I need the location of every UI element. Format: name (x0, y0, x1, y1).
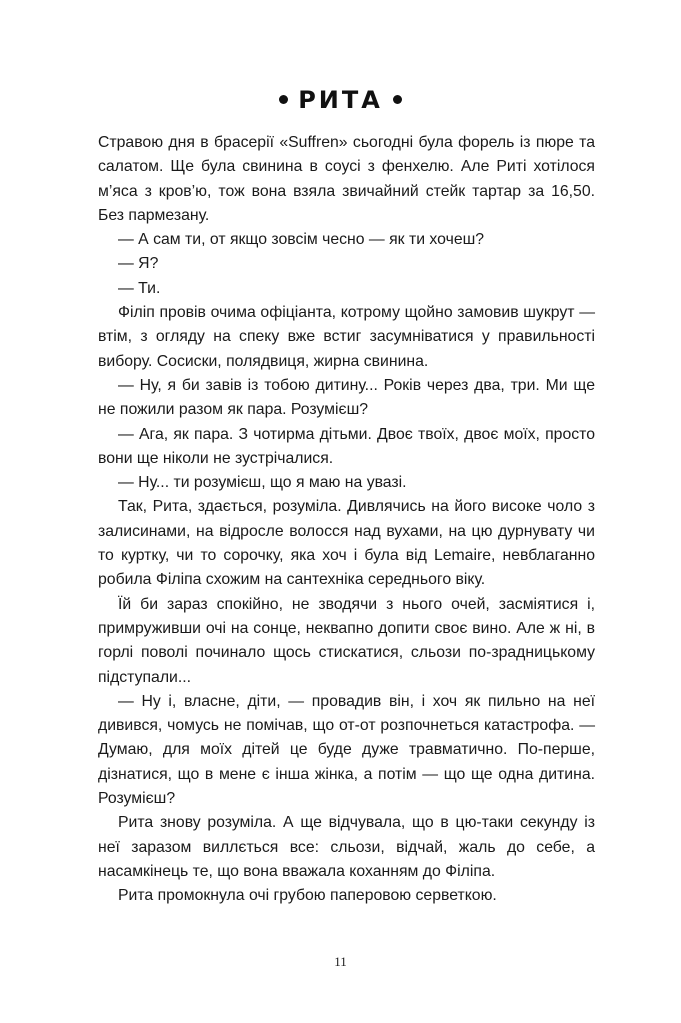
chapter-heading (0, 84, 681, 116)
paragraph: Філіп провів очима офіціанта, котрому щойно замовив шукрут — втім, з огляду на спеку вже встиг засумніватися у правильності вибору. Сосиски, полядвиця, жирна свинина. (98, 304, 595, 370)
dialogue-line: — Ну і, власне, діти, — провадив він, і хоч як пильно на неї дивився, чомусь не помічав, що от-от розпочнеться катастрофа. — Думаю, для моїх дітей це буде дуже травматично. По-перше, дізнатися, що в мене є інша жінка, а потім — що ще одна дитина. Розумієш? (98, 692, 595, 808)
bullet-dot-left-icon (279, 95, 288, 104)
dialogue-line: — Ну, я би завів із тобою дитину... Років через два, три. Ми ще не пожили разом як пара. Розумієш? (98, 376, 595, 419)
dialogue-line: — Ага, як пара. З чотирма дітьми. Двоє твоїх, двоє моїх, просто вони ще ніколи не зустрічалися. (98, 425, 595, 467)
dialogue-line: — Ну... ти розумієш, що я маю на увазі. (118, 474, 407, 492)
dialogue-line: — А сам ти, от якщо зовсім чесно — як ти хочеш? (118, 231, 485, 249)
body-text (98, 131, 595, 909)
bullet-dot-right-icon (393, 95, 402, 104)
dialogue-line: — Ти. (118, 279, 161, 297)
page-number: 11 (334, 954, 347, 969)
chapter-title-text: РИТА (298, 86, 383, 114)
paragraph: Стравою дня в брасерії «Suffren» сьогодні була форель із пюре та салатом. Ще була свинина в соусі з фенхелю. Але Риті хотілося м’яса з кров’ю, тож вона взяла звичайний стейк тартар за 16,50. Без пармезану. (98, 134, 595, 224)
paragraph: Рита промокнула очі грубою паперовою серветкою. (118, 887, 497, 905)
paragraph: Так, Рита, здається, розуміла. Дивлячись на його високе чоло з залисинами, на відросле волосся над вухами, на цю дурнувату чи то куртку, чи то сорочку, яка хоч і була від Lemaire, невблаганно робила Філіпа схожим на сантехніка середнього віку. (98, 498, 595, 589)
paragraph: Їй би зараз спокійно, не зводячи з нього очей, засміятися і, примруживши очі на сонце, неквапно допити своє вино. Але ж ні, в горлі поволі починало щось стискатися, сльози по-зрадницькому підступали... (98, 595, 595, 686)
dialogue-line: — Я? (118, 255, 159, 273)
paragraph: Рита знову розуміла. А ще відчувала, що в цю-таки секунду із неї заразом виллється все: сльози, відчай, жаль до себе, а насамкінець те, що вона вважала коханням до Філіпа. (98, 814, 595, 880)
